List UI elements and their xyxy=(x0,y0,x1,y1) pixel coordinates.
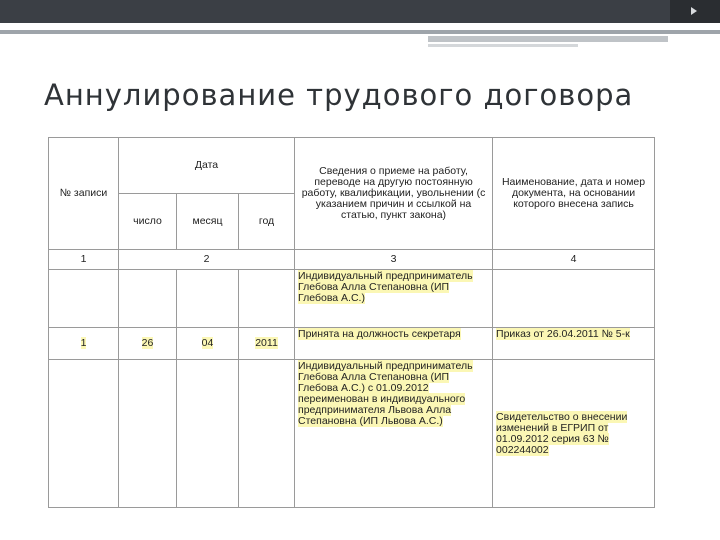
row-doc xyxy=(493,270,655,328)
header-date: Дата xyxy=(119,138,295,194)
row-year xyxy=(239,328,295,360)
row-day-text: 26 xyxy=(141,337,154,349)
slide-title: Аннулирование трудового договора xyxy=(44,78,634,112)
row-doc-text: Свидетельство о внесении изменений в ЕГРИП от 01.09.2012 серия 63 № 002244002 xyxy=(496,410,628,456)
table-row xyxy=(49,328,655,360)
row-doc-text: Приказ от 26.04.2011 № 5-к xyxy=(496,328,630,340)
header-day: число xyxy=(119,194,177,250)
row-month-text: 04 xyxy=(201,337,214,349)
row-year xyxy=(239,270,295,328)
top-bar xyxy=(0,0,720,23)
header-record-no: № записи xyxy=(49,138,119,250)
work-record-table xyxy=(48,137,655,508)
row-info-text: Принята на должность секретаря xyxy=(298,328,461,340)
row-no xyxy=(49,360,119,508)
divider-line xyxy=(0,30,720,34)
header-info: Сведения о приеме на работу, переводе на другую постоянную работу, квалификации, увольнении (с указанием причин и ссылкой на статью, пункт закона) xyxy=(295,138,493,250)
row-month xyxy=(177,328,239,360)
column-number-1: 1 xyxy=(49,250,119,270)
row-day xyxy=(119,328,177,360)
header-month: месяц xyxy=(177,194,239,250)
row-month xyxy=(177,360,239,508)
row-info xyxy=(295,270,493,328)
row-year-text: 2011 xyxy=(255,337,278,349)
column-number-4: 4 xyxy=(493,250,655,270)
table-row xyxy=(49,360,655,508)
row-year xyxy=(239,360,295,508)
row-month xyxy=(177,270,239,328)
row-info xyxy=(295,328,493,360)
row-no xyxy=(49,328,119,360)
row-info xyxy=(295,360,493,508)
decorative-bar-small xyxy=(428,44,578,47)
decorative-bar xyxy=(428,36,668,42)
row-day xyxy=(119,360,177,508)
row-doc xyxy=(493,360,655,508)
row-info-text: Индивидуальный предприниматель Глебова Алла Степановна (ИП Глебова А.С.) xyxy=(298,270,473,304)
row-no xyxy=(49,270,119,328)
row-doc xyxy=(493,328,655,360)
header-document: Наименование, дата и номер документа, на основании которого внесена запись xyxy=(493,138,655,250)
header-year: год xyxy=(239,194,295,250)
row-info-text: Индивидуальный предприниматель Глебова Алла Степановна (ИП Глебова А.С.) с 01.09.2012 переименован в индивидуального предпринимателя Львова Алла Степановна (ИП Львова А.С.) xyxy=(298,360,473,427)
column-number-2: 2 xyxy=(119,250,295,270)
column-number-3: 3 xyxy=(295,250,493,270)
arrow-icon xyxy=(691,7,697,15)
table-row xyxy=(49,270,655,328)
row-day xyxy=(119,270,177,328)
row-no-text: 1 xyxy=(80,337,87,349)
